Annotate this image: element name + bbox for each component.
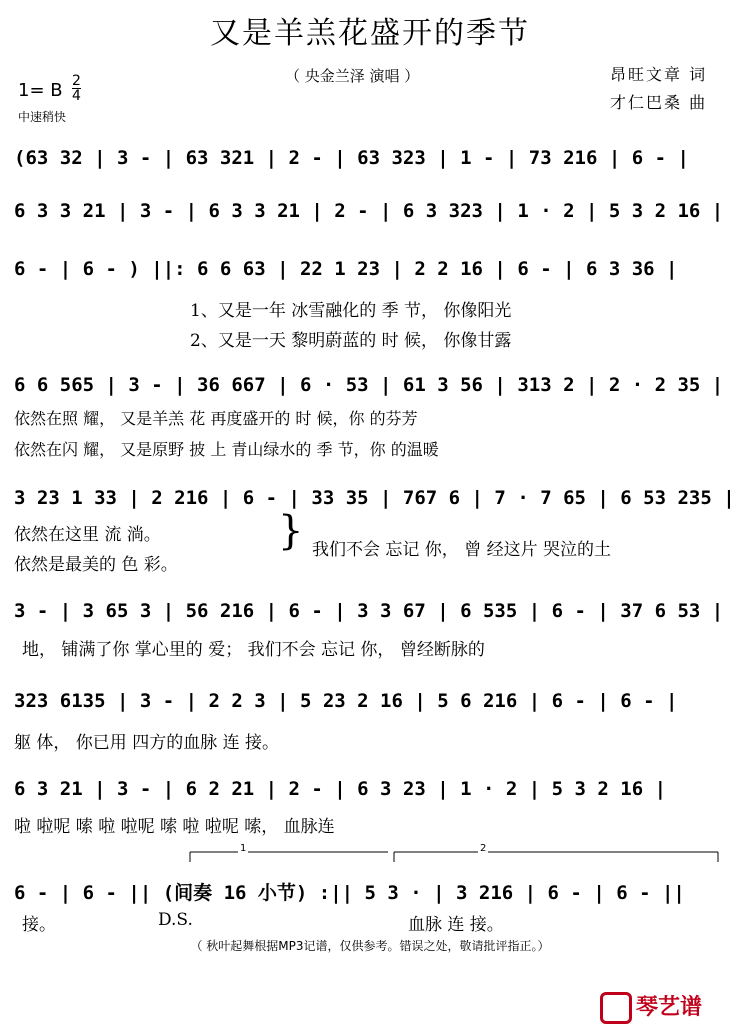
lyric-line-9c: 血脉 连 接。 bbox=[408, 915, 504, 935]
lyric-line-6: 地， 铺满了你 掌心里的 爱； 我们不会 忘记 你， 曾经断脉的 bbox=[22, 640, 485, 660]
logo-icon bbox=[600, 992, 632, 1024]
lyric-line-5c: 我们不会 忘记 你， 曾 经这片 哭泣的土 bbox=[312, 540, 612, 560]
lyric-line-3b: 2、又是一天 黎明蔚蓝的 时 候， 你像甘露 bbox=[190, 331, 512, 351]
lyric-line-9b: D.S. bbox=[158, 910, 193, 930]
singer-credit: （ 央金兰泽 演唱 ） bbox=[285, 67, 420, 85]
lyric-line-5b: 依然是最美的 色 彩。 bbox=[14, 555, 178, 575]
score-line-1: (63 32 | 3 - | 63 321 | 2 - | 63 323 | 1 - | 73 216 | 6 - | bbox=[14, 147, 689, 169]
lyric-line-4b: 依然在闪 耀， 又是原野 披 上 青山绿水的 季 节，你 的温暖 bbox=[14, 440, 439, 459]
volta-2-label: 2 bbox=[480, 843, 487, 854]
lyricist-credit: 昂旺文章 词 bbox=[610, 65, 708, 84]
score-line-7: 323 6135 | 3 - | 2 2 3 | 5 23 2 16 | 5 6 216 | 6 - | 6 - | bbox=[14, 690, 678, 712]
lyric-line-5a: 依然在这里 流 淌。 bbox=[14, 525, 161, 545]
score-line-8: 6 3 21 | 3 - | 6 2 21 | 2 - | 6 3 23 | 1 · 2 | 5 3 2 16 | bbox=[14, 778, 667, 800]
score-line-3: 6 - | 6 - ) ||: 6 6 63 | 22 1 23 | 2 2 16 | 6 - | 6 3 36 | bbox=[14, 258, 678, 280]
lyric-line-3a: 1、又是一年 冰雪融化的 季 节， 你像阳光 bbox=[190, 301, 512, 321]
song-title: 又是羊羔花盛开的季节 bbox=[210, 16, 530, 51]
lyric-line-7: 躯 体， 你已用 四方的血脉 连 接。 bbox=[14, 733, 280, 753]
time-signature-top: 2 bbox=[72, 73, 81, 89]
volta-1-label: 1 bbox=[240, 843, 247, 854]
lyric-line-8: 啦 啦呢 嗦 啦 啦呢 嗦 啦 啦呢 嗦， 血脉连 bbox=[14, 817, 335, 837]
logo-text: 琴艺谱 bbox=[636, 995, 703, 1020]
score-line-6: 3 - | 3 65 3 | 56 216 | 6 - | 3 3 67 | 6 535 | 6 - | 37 6 53 | bbox=[14, 600, 724, 622]
score-line-2: 6 3 3 21 | 3 - | 6 3 3 21 | 2 - | 6 3 323 | 1 · 2 | 5 3 2 16 | bbox=[14, 200, 724, 222]
lyric-line-4a: 依然在照 耀， 又是羊羔 花 再度盛开的 时 候，你 的芬芳 bbox=[14, 409, 418, 428]
key-signature: 1= B bbox=[18, 80, 63, 101]
score-line-4: 6 6 565 | 3 - | 36 667 | 6 · 53 | 61 3 56 | 313 2 | 2 · 2 35 | bbox=[14, 374, 724, 396]
score-line-9: 6 - | 6 - || (间奏 16 小节) :|| 5 3 · | 3 216 | 6 - | 6 - || bbox=[14, 882, 685, 904]
score-line-5: 3 23 1 33 | 2 216 | 6 - | 33 35 | 767 6 | 7 · 7 65 | 6 53 235 | bbox=[14, 487, 735, 509]
tempo-marking: 中速稍快 bbox=[18, 110, 67, 124]
time-signature-bottom: 4 bbox=[72, 88, 81, 104]
composer-credit: 才仁巴桑 曲 bbox=[610, 93, 708, 112]
site-logo[interactable] bbox=[600, 990, 702, 1024]
lyric-line-9a: 接。 bbox=[22, 915, 56, 935]
verse-brace: } bbox=[278, 508, 304, 554]
transcriber-note: （ 秋叶起舞根据MP3记谱，仅供参考。错误之处，敬请批评指正。） bbox=[190, 939, 550, 953]
